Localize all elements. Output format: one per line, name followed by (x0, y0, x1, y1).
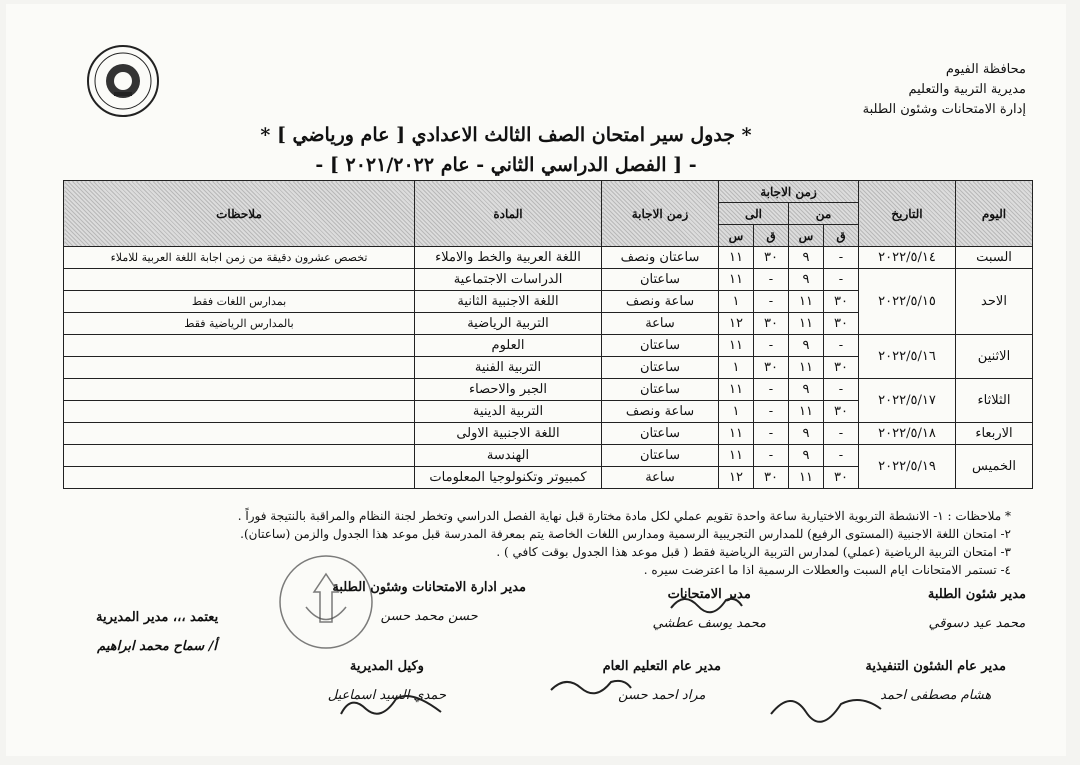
col-to-s: س (719, 225, 754, 247)
col-time: زمن الاجابة (719, 181, 859, 203)
to-q-cell: - (754, 445, 789, 467)
day-cell: السبت (956, 247, 1033, 269)
document-page (6, 4, 1066, 756)
duration-cell: ساعة ونصف (602, 291, 719, 313)
from-q-cell: - (824, 247, 859, 269)
to-q-cell: ٣٠ (754, 313, 789, 335)
note-cell (64, 401, 415, 423)
duration-cell: ساعتان (602, 445, 719, 467)
governorate-label: محافظة الفيوم (945, 62, 1026, 77)
signature-exams-admin (332, 580, 526, 624)
note-cell (64, 379, 415, 401)
note-cell (64, 467, 415, 489)
to-s-cell: ١١ (719, 423, 754, 445)
date-cell: ٢٠٢٢/٥/١٩ (859, 445, 956, 489)
to-q-cell: - (754, 269, 789, 291)
subject-cell: الدراسات الاجتماعية (415, 269, 602, 291)
date-cell: ٢٠٢٢/٥/١٧ (859, 379, 956, 423)
page-title: * جدول سير امتحان الصف الثالث الاعدادي [ عام ورياضي ] * (260, 124, 752, 146)
duration-cell: ساعتان (602, 357, 719, 379)
to-q-cell: - (754, 401, 789, 423)
col-duration: زمن الاجابة (602, 181, 719, 247)
table-row (64, 423, 1033, 445)
from-q-cell: - (824, 423, 859, 445)
from-s-cell: ٩ (789, 247, 824, 269)
directorate-label: مديرية التربية والتعليم (908, 82, 1026, 97)
col-subject: المادة (415, 181, 602, 247)
note-line: ٣- امتحان التربية الرياضية (عملي) لمدارس التربية الرياضية فقط ( قبل موعد هذا الجدول بوقت كافي ) . (496, 545, 1011, 559)
from-q-cell: - (824, 445, 859, 467)
ministry-seal-icon (86, 44, 160, 118)
to-s-cell: ١ (719, 357, 754, 379)
col-from-q: ق (824, 225, 859, 247)
col-to-q: ق (754, 225, 789, 247)
signature-title: مدير الامتحانات (667, 587, 751, 602)
subject-cell: التربية الرياضية (415, 313, 602, 335)
signature-executive (865, 659, 1006, 703)
subject-cell: العلوم (415, 335, 602, 357)
from-s-cell: ١١ (789, 291, 824, 313)
department-label: إدارة الامتحانات وشئون الطلبة (862, 102, 1026, 117)
signature-name: حمدي السيد اسماعيل (327, 688, 446, 703)
from-s-cell: ٩ (789, 269, 824, 291)
from-s-cell: ١١ (789, 313, 824, 335)
to-q-cell: ٣٠ (754, 357, 789, 379)
table-row (64, 269, 1033, 291)
to-s-cell: ١١ (719, 335, 754, 357)
note-cell (64, 269, 415, 291)
director-name: أ/ سماح محمد ابراهيم (97, 639, 218, 654)
note-line: ٤- تستمر الامتحانات ايام السبت والعطلات الرسمية اذا ما اعترضت سيره . (643, 563, 1011, 577)
signature-title: مدير عام الشئون التنفيذية (865, 659, 1006, 674)
note-cell (64, 335, 415, 357)
from-q-cell: - (824, 379, 859, 401)
subject-cell: التربية الفنية (415, 357, 602, 379)
signature-title: مدير عام التعليم العام (602, 659, 721, 674)
col-from-s: س (789, 225, 824, 247)
signature-scribble-icon (546, 670, 636, 700)
duration-cell: ساعتان (602, 423, 719, 445)
note-cell: بمدارس اللغات فقط (64, 291, 415, 313)
from-q-cell: ٣٠ (824, 291, 859, 313)
day-cell: الثلاثاء (956, 379, 1033, 423)
col-from: من (789, 203, 859, 225)
to-q-cell: ٣٠ (754, 467, 789, 489)
from-q-cell: - (824, 335, 859, 357)
from-q-cell: - (824, 269, 859, 291)
signature-title: مدير شئون الطلبة (927, 587, 1026, 602)
from-s-cell: ١١ (789, 467, 824, 489)
to-s-cell: ١٢ (719, 313, 754, 335)
signature-name: حسن محمد حسن (380, 609, 478, 624)
col-to: الى (719, 203, 789, 225)
note-cell (64, 423, 415, 445)
table-row (64, 445, 1033, 467)
signature-name: مراد احمد حسن (618, 688, 706, 703)
to-s-cell: ١١ (719, 269, 754, 291)
signature-name: محمد عيد دسوقي (928, 616, 1026, 631)
to-s-cell: ١ (719, 401, 754, 423)
from-q-cell: ٣٠ (824, 467, 859, 489)
issuer-header (796, 60, 1026, 120)
date-cell: ٢٠٢٢/٥/١٤ (859, 247, 956, 269)
duration-cell: ساعة (602, 467, 719, 489)
table-row (64, 247, 1033, 269)
note-cell: تخصص عشرون دقيقة من زمن اجابة اللغة العربية للاملاء (64, 247, 415, 269)
day-cell: الاثنين (956, 335, 1033, 379)
subject-cell: الهندسة (415, 445, 602, 467)
exam-schedule-table (63, 180, 1033, 489)
signature-title: مدير ادارة الامتحانات وشئون الطلبة (332, 580, 526, 595)
date-cell: ٢٠٢٢/٥/١٥ (859, 269, 956, 335)
approval-label: يعتمد ،،، مدير المديرية (96, 610, 219, 625)
signature-scribble-icon (336, 684, 446, 724)
subject-cell: التربية الدينية (415, 401, 602, 423)
day-cell: الخميس (956, 445, 1033, 489)
subject-cell: اللغة الاجنبية الاولى (415, 423, 602, 445)
duration-cell: ساعة ونصف (602, 401, 719, 423)
signature-scribble-icon (766, 684, 886, 724)
to-q-cell: - (754, 379, 789, 401)
from-s-cell: ٩ (789, 335, 824, 357)
col-notes: ملاحظات (64, 181, 415, 247)
table-row (64, 379, 1033, 401)
from-q-cell: ٣٠ (824, 401, 859, 423)
duration-cell: ساعتان (602, 379, 719, 401)
from-s-cell: ٩ (789, 379, 824, 401)
to-q-cell: ٣٠ (754, 247, 789, 269)
signature-name: هشام مصطفى احمد (880, 688, 992, 703)
to-s-cell: ١١ (719, 379, 754, 401)
note-cell: بالمدارس الرياضية فقط (64, 313, 415, 335)
page-subtitle: - [ الفصل الدراسي الثاني - عام ٢٠٢١/٢٠٢٢ ] - (315, 154, 697, 176)
approval-block (96, 610, 218, 654)
to-s-cell: ١١ (719, 247, 754, 269)
duration-cell: ساعتان (602, 335, 719, 357)
subject-cell: كمبيوتر وتكنولوجيا المعلومات (415, 467, 602, 489)
to-q-cell: - (754, 423, 789, 445)
to-s-cell: ١١ (719, 445, 754, 467)
signature-name: محمد يوسف عطشي (652, 616, 766, 631)
note-line: * ملاحظات : ١- الانشطة التربوية الاختيارية ساعة واحدة تقويم عملي لكل مادة مختارة قبل نهاية الفصل الدراسي وتخطر لجنة النظام والمراقبة بالنتيجة فوراً . (237, 509, 1011, 523)
table-row (64, 335, 1033, 357)
note-cell (64, 357, 415, 379)
duration-cell: ساعتان (602, 269, 719, 291)
from-q-cell: ٣٠ (824, 313, 859, 335)
note-line: ٢- امتحان اللغة الاجنبية (المستوى الرفيع) للمدارس التجريبية الرسمية ومدارس اللغات الخاصة يتم بمعرفة المدرسة قبل موعد هذا الجدول والزمن (ساعتان). (240, 527, 1011, 541)
duration-cell: ساعة (602, 313, 719, 335)
from-s-cell: ٩ (789, 423, 824, 445)
signature-title: وكيل المديرية (349, 659, 424, 674)
day-cell: الاحد (956, 269, 1033, 335)
col-day: اليوم (956, 181, 1033, 247)
from-q-cell: ٣٠ (824, 357, 859, 379)
from-s-cell: ١١ (789, 357, 824, 379)
duration-cell: ساعتان ونصف (602, 247, 719, 269)
note-cell (64, 445, 415, 467)
from-s-cell: ٩ (789, 445, 824, 467)
date-cell: ٢٠٢٢/٥/١٦ (859, 335, 956, 379)
col-date: التاريخ (859, 181, 956, 247)
signature-scribble-icon (666, 586, 746, 616)
to-q-cell: - (754, 291, 789, 313)
to-s-cell: ١ (719, 291, 754, 313)
subject-cell: الجبر والاحصاء (415, 379, 602, 401)
to-q-cell: - (754, 335, 789, 357)
date-cell: ٢٠٢٢/٥/١٨ (859, 423, 956, 445)
signature-student-affairs (928, 587, 1026, 631)
to-s-cell: ١٢ (719, 467, 754, 489)
subject-cell: اللغة الاجنبية الثانية (415, 291, 602, 313)
from-s-cell: ١١ (789, 401, 824, 423)
subject-cell: اللغة العربية والخط والاملاء (415, 247, 602, 269)
day-cell: الاربعاء (956, 423, 1033, 445)
